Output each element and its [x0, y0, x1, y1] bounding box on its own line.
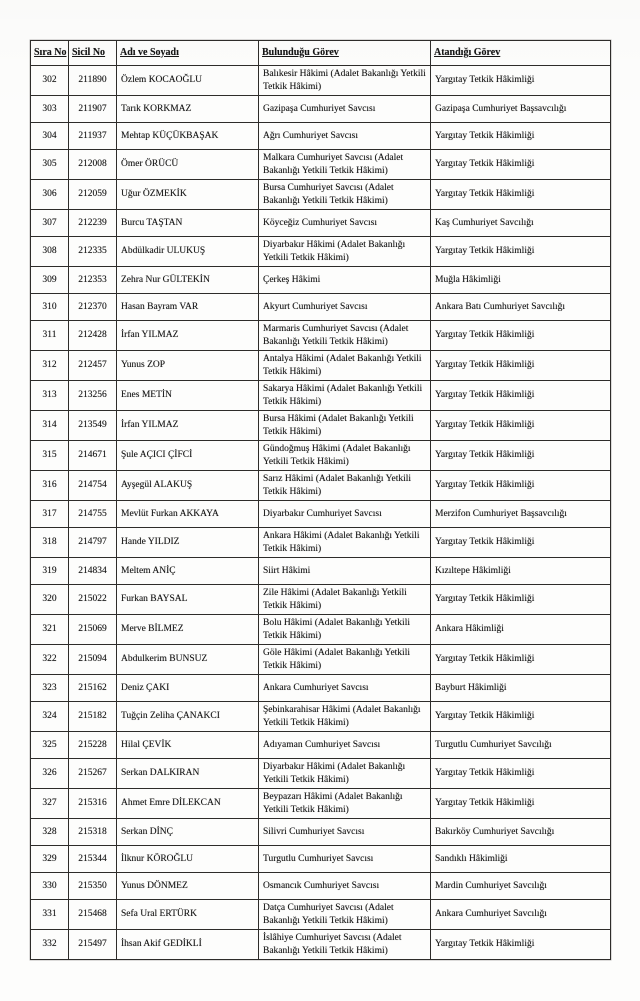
cell-name: Hande YILDIZ: [117, 528, 259, 558]
cell-name: Hilal ÇEVİK: [117, 732, 259, 759]
cell-assigned: Yargıtay Tetkik Hâkimliği: [431, 759, 611, 789]
cell-current: Çerkeş Hâkimi: [259, 267, 431, 294]
cell-sicil: 213549: [69, 411, 117, 441]
cell-current: Antalya Hâkimi (Adalet Bakanlığı Yetkili Tetkik Hâkimi): [259, 351, 431, 381]
cell-current: Balıkesir Hâkimi (Adalet Bakanlığı Yetkili Tetkik Hâkimi): [259, 66, 431, 96]
cell-assigned: Ankara Hâkimliği: [431, 615, 611, 645]
table-row: [31, 819, 611, 846]
cell-name: Furkan BAYSAL: [117, 585, 259, 615]
cell-sira: 303: [31, 96, 69, 123]
table-row: [31, 96, 611, 123]
cell-sicil: 215022: [69, 585, 117, 615]
table-row: [31, 441, 611, 471]
cell-sira: 312: [31, 351, 69, 381]
table-row: [31, 585, 611, 615]
cell-sira: 324: [31, 702, 69, 732]
cell-name: Ömer ÖRÜCÜ: [117, 150, 259, 180]
table-row: [31, 351, 611, 381]
cell-sicil: 212457: [69, 351, 117, 381]
cell-assigned: Yargıtay Tetkik Hâkimliği: [431, 351, 611, 381]
cell-sicil: 212353: [69, 267, 117, 294]
cell-sicil: 214797: [69, 528, 117, 558]
cell-current: Marmaris Cumhuriyet Savcısı (Adalet Bakanlığı Yetkili Tetkik Hâkimi): [259, 321, 431, 351]
cell-name: Şule AÇICI ÇİFCİ: [117, 441, 259, 471]
table-row: [31, 789, 611, 819]
cell-assigned: Yargıtay Tetkik Hâkimliği: [431, 528, 611, 558]
cell-assigned: Yargıtay Tetkik Hâkimliği: [431, 180, 611, 210]
assignment-table: [30, 40, 611, 960]
cell-sicil: 215497: [69, 930, 117, 960]
header-adi-soyadi: Adı ve Soyadı: [117, 41, 259, 66]
cell-sicil: 215344: [69, 846, 117, 873]
header-atandigi-gorev: Atandığı Görev: [431, 41, 611, 66]
cell-sira: 314: [31, 411, 69, 441]
table-row: [31, 759, 611, 789]
cell-name: Enes METİN: [117, 381, 259, 411]
cell-sira: 321: [31, 615, 69, 645]
table-row: [31, 873, 611, 900]
cell-current: Turgutlu Cumhuriyet Savcısı: [259, 846, 431, 873]
cell-assigned: Yargıtay Tetkik Hâkimliği: [431, 702, 611, 732]
cell-sicil: 211907: [69, 96, 117, 123]
cell-assigned: Mardin Cumhuriyet Savcılığı: [431, 873, 611, 900]
cell-sicil: 215094: [69, 645, 117, 675]
cell-name: İhsan Akif GEDİKLİ: [117, 930, 259, 960]
cell-sira: 330: [31, 873, 69, 900]
cell-assigned: Merzifon Cumhuriyet Başsavcılığı: [431, 501, 611, 528]
table-row: [31, 558, 611, 585]
cell-name: Hasan Bayram VAR: [117, 294, 259, 321]
cell-name: Zehra Nur GÜLTEKİN: [117, 267, 259, 294]
cell-current: Gündoğmuş Hâkimi (Adalet Bakanlığı Yetkili Tetkik Hâkimi): [259, 441, 431, 471]
cell-name: Mevlüt Furkan AKKAYA: [117, 501, 259, 528]
cell-sicil: 214671: [69, 441, 117, 471]
cell-current: Bolu Hâkimi (Adalet Bakanlığı Yetkili Tetkik Hâkimi): [259, 615, 431, 645]
cell-name: Ayşegül ALAKUŞ: [117, 471, 259, 501]
table-body: [31, 66, 611, 960]
cell-sira: 319: [31, 558, 69, 585]
cell-name: Yunus ZOP: [117, 351, 259, 381]
cell-current: Beypazarı Hâkimi (Adalet Bakanlığı Yetkili Tetkik Hâkimi): [259, 789, 431, 819]
cell-assigned: Muğla Hâkimliği: [431, 267, 611, 294]
table-row: [31, 528, 611, 558]
cell-current: Malkara Cumhuriyet Savcısı (Adalet Bakanlığı Yetkili Tetkik Hâkimi): [259, 150, 431, 180]
cell-assigned: Yargıtay Tetkik Hâkimliği: [431, 381, 611, 411]
cell-sira: 331: [31, 900, 69, 930]
table-row: [31, 210, 611, 237]
cell-sicil: 212335: [69, 237, 117, 267]
cell-name: Meltem ANİÇ: [117, 558, 259, 585]
cell-current: Silivri Cumhuriyet Savcısı: [259, 819, 431, 846]
cell-assigned: Ankara Batı Cumhuriyet Savcılığı: [431, 294, 611, 321]
table-row: [31, 381, 611, 411]
cell-current: Ankara Hâkimi (Adalet Bakanlığı Yetkili Tetkik Hâkimi): [259, 528, 431, 558]
table-row: [31, 294, 611, 321]
cell-name: Deniz ÇAKI: [117, 675, 259, 702]
cell-sira: 305: [31, 150, 69, 180]
table-header-row: [31, 41, 611, 66]
cell-assigned: Yargıtay Tetkik Hâkimliği: [431, 150, 611, 180]
cell-sicil: 215316: [69, 789, 117, 819]
cell-sira: 310: [31, 294, 69, 321]
cell-name: Yunus DÖNMEZ: [117, 873, 259, 900]
cell-sicil: 212370: [69, 294, 117, 321]
cell-current: Zile Hâkimi (Adalet Bakanlığı Yetkili Tetkik Hâkimi): [259, 585, 431, 615]
table-row: [31, 930, 611, 960]
cell-assigned: Kızıltepe Hâkimliği: [431, 558, 611, 585]
cell-sira: 308: [31, 237, 69, 267]
cell-assigned: Yargıtay Tetkik Hâkimliği: [431, 585, 611, 615]
cell-sira: 304: [31, 123, 69, 150]
cell-sicil: 215267: [69, 759, 117, 789]
table-row: [31, 411, 611, 441]
cell-sira: 332: [31, 930, 69, 960]
cell-sira: 322: [31, 645, 69, 675]
cell-sicil: 213256: [69, 381, 117, 411]
cell-sicil: 215069: [69, 615, 117, 645]
cell-sicil: 211937: [69, 123, 117, 150]
cell-assigned: Yargıtay Tetkik Hâkimliği: [431, 441, 611, 471]
cell-assigned: Gazipaşa Cumhuriyet Başsavcılığı: [431, 96, 611, 123]
cell-current: İslâhiye Cumhuriyet Savcısı (Adalet Bakanlığı Yetkili Tetkik Hâkimi): [259, 930, 431, 960]
cell-name: Serkan DALKIRAN: [117, 759, 259, 789]
cell-sicil: 215350: [69, 873, 117, 900]
cell-current: Bursa Hâkimi (Adalet Bakanlığı Yetkili Tetkik Hâkimi): [259, 411, 431, 441]
cell-name: Merve BİLMEZ: [117, 615, 259, 645]
cell-name: Uğur ÖZMEKİK: [117, 180, 259, 210]
table-row: [31, 702, 611, 732]
cell-assigned: Ankara Cumhuriyet Savcılığı: [431, 900, 611, 930]
cell-current: Sakarya Hâkimi (Adalet Bakanlığı Yetkili Tetkik Hâkimi): [259, 381, 431, 411]
header-sira-no: Sıra No: [31, 41, 69, 66]
cell-name: Tarık KORKMAZ: [117, 96, 259, 123]
cell-sicil: 215162: [69, 675, 117, 702]
cell-sira: 306: [31, 180, 69, 210]
cell-sicil: 215182: [69, 702, 117, 732]
cell-sira: 326: [31, 759, 69, 789]
table-row: [31, 66, 611, 96]
table-row: [31, 180, 611, 210]
cell-sicil: 214834: [69, 558, 117, 585]
cell-current: Şebinkarahisar Hâkimi (Adalet Bakanlığı Yetkili Tetkik Hâkimi): [259, 702, 431, 732]
cell-current: Diyarbakır Hâkimi (Adalet Bakanlığı Yetkili Tetkik Hâkimi): [259, 237, 431, 267]
cell-name: Özlem KOCAOĞLU: [117, 66, 259, 96]
cell-current: Akyurt Cumhuriyet Savcısı: [259, 294, 431, 321]
cell-sira: 313: [31, 381, 69, 411]
cell-sicil: 212008: [69, 150, 117, 180]
cell-current: Siirt Hâkimi: [259, 558, 431, 585]
cell-sicil: 215228: [69, 732, 117, 759]
cell-sicil: 211890: [69, 66, 117, 96]
header-sicil-no: Sicil No: [69, 41, 117, 66]
table-row: [31, 501, 611, 528]
cell-assigned: Yargıtay Tetkik Hâkimliği: [431, 66, 611, 96]
cell-assigned: Yargıtay Tetkik Hâkimliği: [431, 411, 611, 441]
cell-assigned: Yargıtay Tetkik Hâkimliği: [431, 930, 611, 960]
cell-sira: 316: [31, 471, 69, 501]
table-row: [31, 615, 611, 645]
cell-name: Sefa Ural ERTÜRK: [117, 900, 259, 930]
cell-sira: 315: [31, 441, 69, 471]
cell-sira: 325: [31, 732, 69, 759]
cell-sira: 309: [31, 267, 69, 294]
cell-sira: 329: [31, 846, 69, 873]
cell-sicil: 212239: [69, 210, 117, 237]
cell-assigned: Yargıtay Tetkik Hâkimliği: [431, 645, 611, 675]
cell-current: Sarız Hâkimi (Adalet Bakanlığı Yetkili Tetkik Hâkimi): [259, 471, 431, 501]
cell-name: İrfan YILMAZ: [117, 321, 259, 351]
cell-assigned: Sandıklı Hâkimliği: [431, 846, 611, 873]
table-row: [31, 321, 611, 351]
cell-current: Ankara Cumhuriyet Savcısı: [259, 675, 431, 702]
cell-sicil: 212428: [69, 321, 117, 351]
cell-assigned: Yargıtay Tetkik Hâkimliği: [431, 237, 611, 267]
cell-sira: 328: [31, 819, 69, 846]
cell-sicil: 212059: [69, 180, 117, 210]
cell-name: Mehtap KÜÇÜKBAŞAK: [117, 123, 259, 150]
table-row: [31, 471, 611, 501]
cell-assigned: Yargıtay Tetkik Hâkimliği: [431, 789, 611, 819]
cell-sira: 311: [31, 321, 69, 351]
cell-sicil: 215318: [69, 819, 117, 846]
cell-sira: 318: [31, 528, 69, 558]
cell-name: Burcu TAŞTAN: [117, 210, 259, 237]
cell-assigned: Yargıtay Tetkik Hâkimliği: [431, 471, 611, 501]
cell-name: İlknur KÖROĞLU: [117, 846, 259, 873]
table-row: [31, 900, 611, 930]
cell-assigned: Bayburt Hâkimliği: [431, 675, 611, 702]
header-bulundugu-gorev: Bulunduğu Görev: [259, 41, 431, 66]
table-row: [31, 123, 611, 150]
cell-current: Gazipaşa Cumhuriyet Savcısı: [259, 96, 431, 123]
cell-current: Köyceğiz Cumhuriyet Savcısı: [259, 210, 431, 237]
cell-sira: 302: [31, 66, 69, 96]
cell-sira: 307: [31, 210, 69, 237]
table-row: [31, 645, 611, 675]
cell-name: Tuğçin Zeliha ÇANAKCI: [117, 702, 259, 732]
cell-assigned: Yargıtay Tetkik Hâkimliği: [431, 321, 611, 351]
cell-current: Ağrı Cumhuriyet Savcısı: [259, 123, 431, 150]
table-row: [31, 237, 611, 267]
cell-sira: 327: [31, 789, 69, 819]
table-row: [31, 675, 611, 702]
cell-sicil: 215468: [69, 900, 117, 930]
cell-sicil: 214755: [69, 501, 117, 528]
table-row: [31, 846, 611, 873]
cell-name: Abdülkadir ULUKUŞ: [117, 237, 259, 267]
cell-sira: 323: [31, 675, 69, 702]
cell-sira: 317: [31, 501, 69, 528]
cell-assigned: Kaş Cumhuriyet Savcılığı: [431, 210, 611, 237]
cell-name: Abdulkerim BUNSUZ: [117, 645, 259, 675]
cell-current: Bursa Cumhuriyet Savcısı (Adalet Bakanlığı Yetkili Tetkik Hâkimi): [259, 180, 431, 210]
cell-assigned: Bakırköy Cumhuriyet Savcılığı: [431, 819, 611, 846]
cell-sira: 320: [31, 585, 69, 615]
cell-current: Adıyaman Cumhuriyet Savcısı: [259, 732, 431, 759]
cell-assigned: Yargıtay Tetkik Hâkimliği: [431, 123, 611, 150]
cell-current: Göle Hâkimi (Adalet Bakanlığı Yetkili Tetkik Hâkimi): [259, 645, 431, 675]
cell-name: Serkan DİNÇ: [117, 819, 259, 846]
cell-name: Ahmet Emre DİLEKCAN: [117, 789, 259, 819]
cell-sicil: 214754: [69, 471, 117, 501]
table-row: [31, 150, 611, 180]
table-row: [31, 267, 611, 294]
cell-current: Datça Cumhuriyet Savcısı (Adalet Bakanlığı Yetkili Tetkik Hâkimi): [259, 900, 431, 930]
cell-current: Diyarbakır Hâkimi (Adalet Bakanlığı Yetkili Tetkik Hâkimi): [259, 759, 431, 789]
cell-current: Diyarbakır Cumhuriyet Savcısı: [259, 501, 431, 528]
table-row: [31, 732, 611, 759]
cell-name: İrfan YILMAZ: [117, 411, 259, 441]
cell-current: Osmancık Cumhuriyet Savcısı: [259, 873, 431, 900]
cell-assigned: Turgutlu Cumhuriyet Savcılığı: [431, 732, 611, 759]
